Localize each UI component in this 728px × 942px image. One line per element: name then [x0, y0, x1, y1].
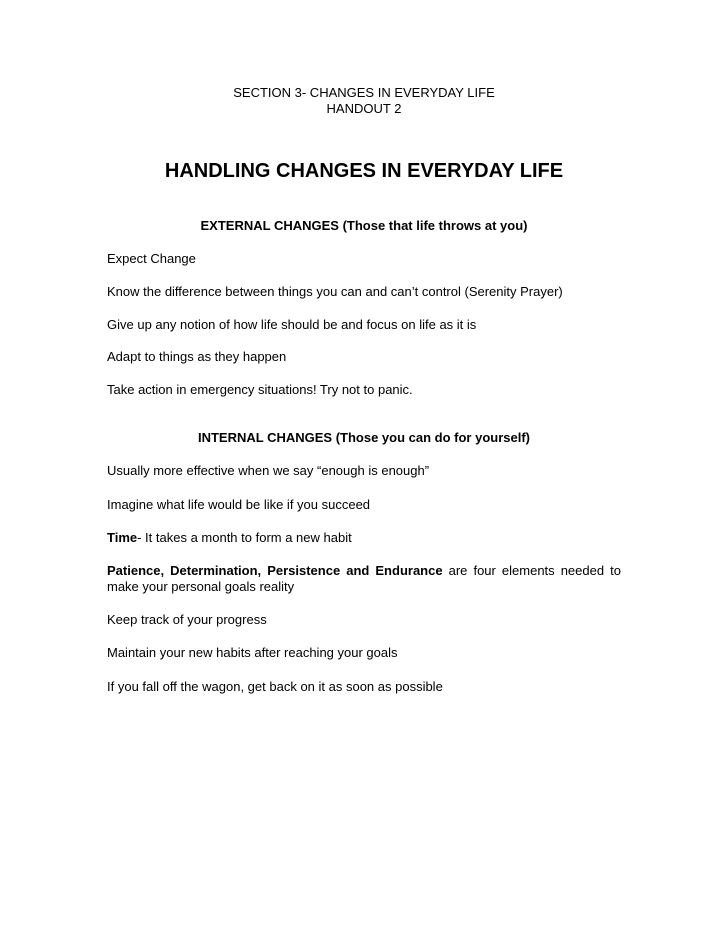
internal-item-time [107, 530, 621, 546]
time-label: Time [107, 530, 138, 545]
time-text: - It takes a month to form a new habit [137, 530, 352, 545]
document-header [0, 85, 728, 117]
four-elements-text: are four elements needed to make your personal goals reality [107, 563, 621, 594]
internal-item-maintain-habits: Maintain your new habits after reaching your goals [107, 645, 398, 660]
external-item-know-difference: Know the difference between things you can and can’t control (Serenity Prayer) [107, 284, 563, 299]
internal-changes-heading: INTERNAL CHANGES (Those you can do for yourself) [197, 430, 530, 445]
internal-item-imagine: Imagine what life would be like if you succeed [107, 497, 371, 512]
internal-item-enough: Usually more effective when we say “enough is enough” [107, 463, 430, 478]
external-item-give-up-notion: Give up any notion of how life should be and focus on life as it is [107, 317, 477, 332]
internal-item-four-elements [107, 563, 621, 595]
external-item-expect-change: Expect Change [107, 251, 196, 266]
four-elements-label: Patience, Determination, Persistence and Endurance [107, 563, 443, 578]
handout-label: HANDOUT 2 [326, 101, 402, 116]
internal-item-fall-off-wagon: If you fall off the wagon, get back on it as soon as possible [107, 679, 443, 694]
external-changes-heading: EXTERNAL CHANGES (Those that life throws at you) [200, 218, 528, 233]
page-title: HANDLING CHANGES IN EVERYDAY LIFE [164, 160, 564, 182]
external-item-adapt: Adapt to things as they happen [107, 349, 287, 364]
internal-item-track-progress: Keep track of your progress [107, 612, 267, 627]
external-item-take-action: Take action in emergency situations! Try not to panic. [107, 382, 413, 397]
section-label: SECTION 3- CHANGES IN EVERYDAY LIFE [233, 85, 495, 100]
